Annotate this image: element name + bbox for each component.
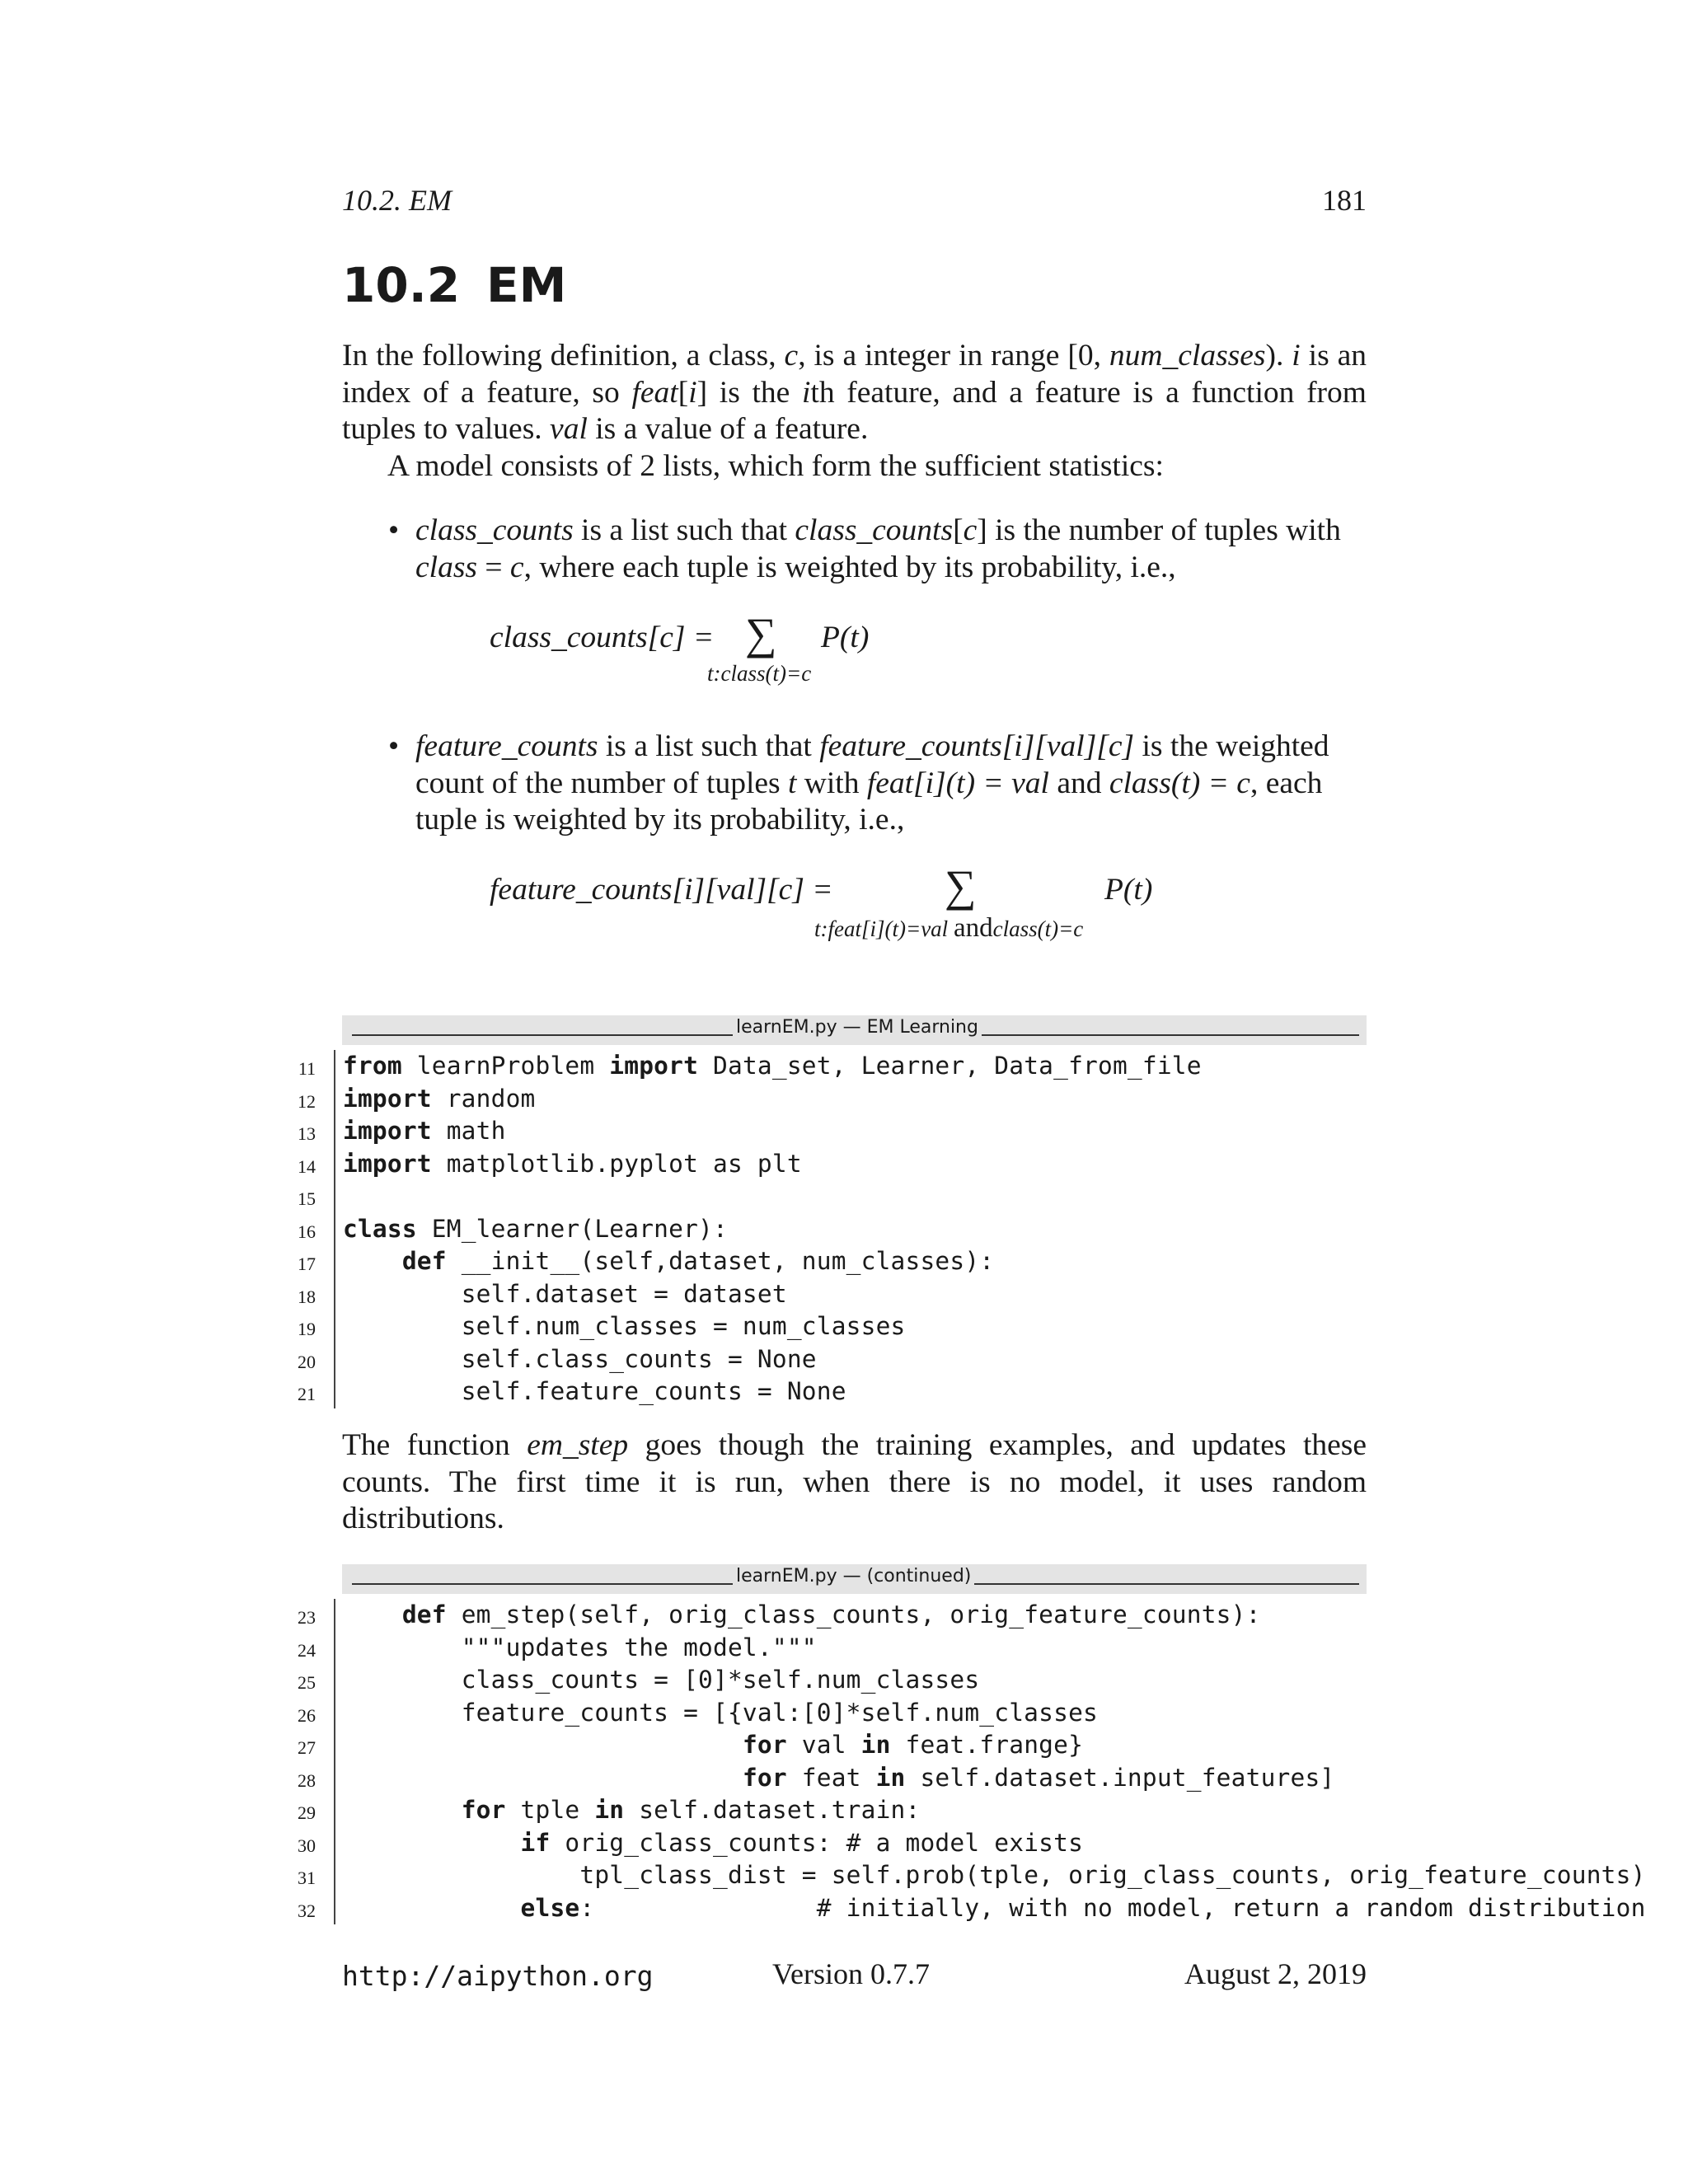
code-keyword: import — [343, 1149, 432, 1178]
line-number: 15 — [298, 1188, 316, 1209]
code-segment: class_counts = [0]*self.num_classes — [461, 1666, 980, 1694]
code-keyword: def — [401, 1601, 447, 1629]
code-segment: EM_learner(Learner): — [416, 1214, 728, 1243]
intro-paragraph — [342, 338, 1367, 448]
code-line — [293, 1343, 1688, 1376]
math-c: c — [784, 339, 799, 373]
code-text — [343, 1150, 802, 1178]
math-feat-eq: feat[i](t) = val — [866, 766, 1049, 800]
code-segment — [343, 1247, 402, 1275]
code-segment: Data_set, Learner, Data_from_file — [698, 1052, 1202, 1080]
code-segment: feature_counts = [{val:[0]*self.num_classes — [461, 1698, 1098, 1727]
math-em-step: em_step — [527, 1428, 629, 1462]
model-paragraph: A model consists of 2 lists, which form the sufficient statistics: — [387, 449, 1164, 483]
code-line — [293, 1180, 1688, 1213]
line-number: 24 — [298, 1639, 316, 1661]
code-segment — [343, 1601, 402, 1629]
code-keyword: import — [343, 1084, 432, 1113]
eq2-rhs: P(t) — [1104, 873, 1153, 907]
eq1-rhs: P(t) — [821, 621, 870, 654]
code-line — [293, 1664, 1688, 1697]
eq2-subscript-and: and — [953, 913, 993, 943]
code-segment — [343, 1829, 521, 1857]
math-class: class — [415, 550, 477, 584]
footer-date: August 2, 2019 — [1184, 1957, 1367, 1990]
math-t: t — [787, 766, 797, 800]
eq2-subscript-part: class(t)=c — [992, 916, 1084, 941]
line-number: 20 — [298, 1351, 316, 1372]
code-segment: feat.frange} — [890, 1731, 1084, 1759]
line-number: 13 — [298, 1123, 316, 1144]
math-class-counts: class_counts — [795, 513, 954, 547]
text: is the weighted count of the number of tuples — [415, 729, 1329, 800]
text: ] is the number of tuples with — [977, 513, 1341, 547]
code-line — [293, 1794, 1688, 1827]
line-number: 11 — [298, 1058, 316, 1079]
line-number: 23 — [298, 1607, 316, 1628]
code-text — [343, 1764, 1334, 1792]
line-number: 28 — [298, 1769, 316, 1791]
code-text — [343, 1377, 846, 1405]
code-line — [293, 1115, 1688, 1148]
code-keyword: for — [742, 1731, 787, 1759]
eq1-lhs: class_counts[c] = — [490, 621, 715, 654]
eq2-lhs: feature_counts[i][val][c] = — [490, 873, 833, 907]
math-class-counts: class_counts — [415, 513, 574, 547]
code-keyword: else — [520, 1893, 580, 1922]
math-val: val — [550, 412, 588, 446]
section-number: 10.2 — [342, 257, 461, 313]
code-segment: self.dataset = dataset — [461, 1279, 787, 1308]
code-line — [293, 1827, 1688, 1860]
bullet-icon: • — [388, 513, 400, 547]
code-text — [343, 1085, 536, 1113]
code-listing-1 — [293, 1050, 1688, 1408]
math-index: [i][val][c] — [1001, 729, 1135, 763]
code-segment: random — [431, 1084, 536, 1113]
code-keyword: if — [520, 1828, 551, 1857]
code-text — [343, 1052, 1202, 1080]
footer-url[interactable]: http://aipython.org — [342, 1960, 654, 1992]
code-text — [343, 1731, 1083, 1759]
code-segment: orig_class_counts: # a model exists — [550, 1828, 1084, 1857]
code-line — [293, 1083, 1688, 1116]
code-segment — [343, 1345, 462, 1373]
code-segment: """updates the model.""" — [461, 1633, 817, 1661]
text: ). — [1265, 339, 1292, 373]
page-number: 181 — [1322, 184, 1367, 217]
code-caption: learnEM.py — (continued) — [733, 1566, 974, 1586]
line-number: 31 — [298, 1868, 316, 1888]
code-keyword: import — [609, 1052, 699, 1080]
code-text — [343, 1829, 1083, 1857]
line-number: 29 — [298, 1802, 316, 1823]
math-c: c — [963, 513, 978, 547]
code-segment — [343, 1731, 743, 1759]
code-line — [293, 1729, 1688, 1762]
bullet-icon: • — [388, 729, 400, 763]
code-segment: tpl_class_dist = self.prob(tple, orig_class_counts, orig_feature_counts) — [579, 1861, 1646, 1889]
text: is a value of a feature. — [587, 412, 869, 446]
text: = — [477, 550, 510, 584]
code-text — [343, 1699, 1098, 1727]
code-line — [293, 1632, 1688, 1665]
code-segment: matplotlib.pyplot as plt — [431, 1149, 802, 1178]
code-keyword: in — [875, 1763, 906, 1792]
code-segment: self.num_classes = num_classes — [461, 1312, 906, 1340]
code-keyword: in — [594, 1796, 625, 1824]
eq2-subscript — [814, 913, 1083, 944]
line-number: 32 — [298, 1900, 316, 1921]
code-keyword: import — [343, 1117, 432, 1145]
line-number: 26 — [298, 1704, 316, 1726]
code-segment — [343, 1796, 462, 1824]
code-text — [343, 1861, 1646, 1889]
code-line — [293, 1310, 1688, 1343]
code-caption-bar — [342, 1015, 1367, 1045]
line-number: 14 — [298, 1155, 316, 1177]
math-feature-counts: feature_counts — [819, 729, 1002, 763]
text: In the following definition, a class, — [342, 339, 785, 373]
running-head-section: 10.2. EM — [342, 184, 452, 217]
code-keyword: for — [461, 1796, 506, 1824]
code-listing-2 — [293, 1599, 1688, 1924]
eq1-subscript: t:class(t)=c — [707, 661, 812, 686]
line-number: 17 — [298, 1254, 316, 1274]
code-keyword: for — [742, 1763, 787, 1792]
math-num-classes: num_classes — [1109, 339, 1266, 373]
code-line — [293, 1599, 1688, 1632]
code-text — [343, 1796, 920, 1824]
text: goes though the training examples, and updates these counts. The first time it is run, when there is no model, it uses random distributions. — [342, 1428, 1367, 1535]
text: is an index of a feature, so — [342, 339, 1367, 410]
code-segment: self.class_counts = None — [461, 1344, 817, 1373]
code-segment: tple — [505, 1796, 595, 1824]
code-segment — [343, 1377, 462, 1405]
math-feat: feat — [631, 375, 678, 410]
math-i: i — [1292, 339, 1301, 373]
code-line — [293, 1697, 1688, 1730]
code-segment: __init__(self,dataset, num_classes): — [446, 1247, 995, 1275]
line-number: 27 — [298, 1737, 316, 1758]
code-line — [293, 1278, 1688, 1311]
line-number: 16 — [298, 1221, 316, 1242]
math-c: c — [509, 550, 524, 584]
code-line — [293, 1892, 1688, 1925]
line-number: 21 — [298, 1384, 316, 1404]
math-i: i — [688, 375, 697, 410]
code-segment: learnProblem — [401, 1052, 610, 1080]
code-segment: self.dataset.input_features] — [905, 1763, 1335, 1792]
code-segment — [343, 1894, 521, 1922]
code-keyword: from — [343, 1052, 402, 1080]
code-segment — [343, 1861, 579, 1889]
code-caption-bar — [342, 1564, 1367, 1594]
text: , each tuple is weighted by its probability, i.e., — [415, 766, 1323, 837]
section-title: EM — [486, 257, 567, 313]
bullet-class-counts — [388, 513, 1367, 586]
line-number: 19 — [298, 1319, 316, 1339]
code-segment — [343, 1633, 462, 1661]
code-segment — [343, 1699, 462, 1727]
text: , is a integer in range [0, — [798, 339, 1109, 373]
text: [ — [678, 375, 689, 410]
code-line — [293, 1859, 1688, 1892]
code-segment: em_step(self, orig_class_counts, orig_feature_counts): — [446, 1601, 1261, 1629]
text: ] is the — [696, 375, 802, 410]
code-keyword: class — [343, 1214, 417, 1243]
code-line — [293, 1213, 1688, 1246]
code-text — [343, 1247, 994, 1275]
code-segment: self.dataset.train: — [624, 1796, 921, 1824]
code-keyword: in — [860, 1731, 891, 1759]
text: [ — [953, 513, 964, 547]
text: with — [796, 766, 867, 800]
code-text — [343, 1666, 979, 1694]
code-line — [293, 1762, 1688, 1795]
code-text — [343, 1312, 906, 1340]
code-caption: learnEM.py — EM Learning — [733, 1017, 982, 1038]
code-text — [343, 1633, 817, 1661]
footer-version: Version 0.7.7 — [772, 1957, 930, 1990]
code-keyword: def — [401, 1247, 447, 1275]
summation-icon: ∑ — [945, 861, 977, 911]
math-feature-counts: feature_counts — [415, 729, 598, 763]
code-segment — [343, 1666, 462, 1694]
section-heading — [342, 257, 566, 313]
code-line — [293, 1245, 1688, 1278]
code-segment: feat — [786, 1763, 876, 1792]
text: th feature, and a feature is a function from tuples to values. — [342, 375, 1367, 446]
bullet-feature-counts — [388, 729, 1380, 839]
em-step-paragraph — [342, 1427, 1367, 1538]
eq2-subscript-part: t:feat[i](t)=val — [814, 916, 954, 941]
code-text — [343, 1117, 506, 1145]
code-text — [343, 1345, 817, 1373]
line-number: 25 — [298, 1672, 316, 1693]
code-segment: self.feature_counts = None — [461, 1377, 846, 1405]
code-line — [293, 1050, 1688, 1083]
line-number: 18 — [298, 1286, 316, 1307]
code-line — [293, 1376, 1688, 1408]
running-head — [342, 183, 1367, 219]
page-footer — [342, 1957, 1367, 1993]
text: , where each tuple is weighted by its probability, i.e., — [523, 550, 1176, 584]
code-text — [343, 1215, 728, 1243]
code-segment — [343, 1764, 743, 1792]
code-segment: math — [431, 1117, 506, 1145]
text: and — [1048, 766, 1109, 800]
code-segment: val — [786, 1731, 861, 1759]
text: The function — [342, 1428, 528, 1462]
text: is a list such that — [573, 513, 795, 547]
code-text — [343, 1601, 1261, 1629]
line-number: 12 — [298, 1090, 316, 1112]
math-i: i — [802, 375, 811, 410]
text: is a list such that — [598, 729, 820, 763]
code-segment — [343, 1280, 462, 1308]
code-text — [343, 1280, 787, 1308]
code-segment: : # initially, with no model, return a random distribution — [579, 1893, 1646, 1922]
line-number: 30 — [298, 1835, 316, 1856]
code-line — [293, 1148, 1688, 1181]
code-text — [343, 1894, 1646, 1922]
code-segment — [343, 1312, 462, 1340]
summation-icon: ∑ — [745, 609, 777, 658]
math-class-eq: class(t) = c — [1109, 766, 1250, 800]
